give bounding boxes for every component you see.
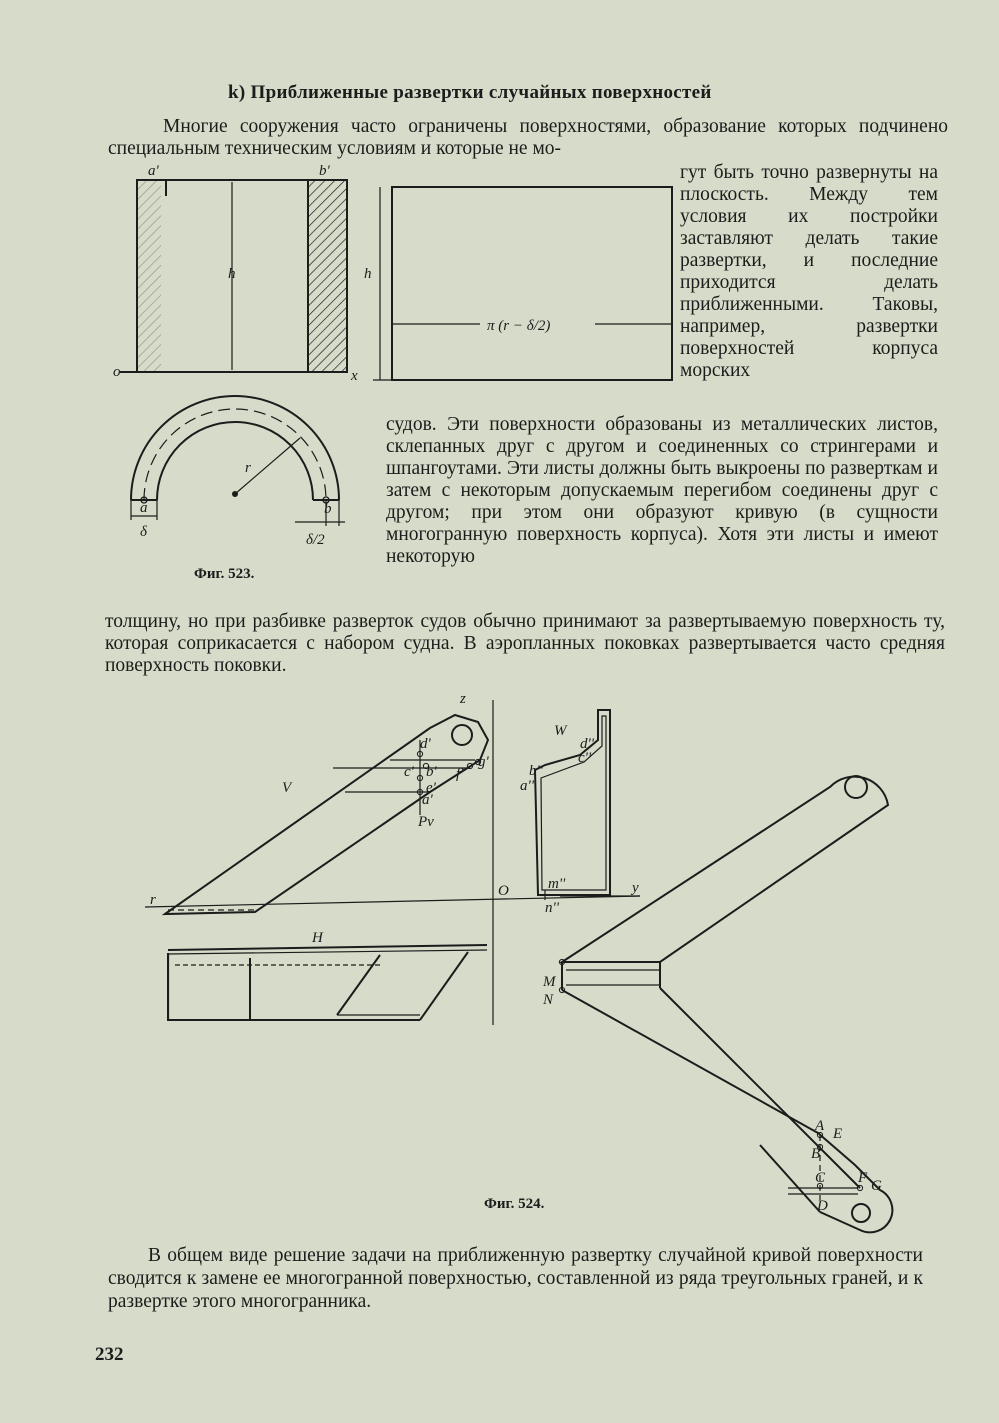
label-g1: g': [478, 754, 489, 770]
label-a: a: [140, 500, 148, 516]
label-F: F: [858, 1170, 868, 1186]
label-r-point: r: [150, 892, 156, 908]
fig523-development: [373, 187, 672, 380]
label-a2: a'': [520, 778, 534, 794]
label-c2: c'': [578, 750, 592, 766]
label-B: B: [811, 1146, 821, 1162]
fig523-half-ring: [131, 396, 345, 526]
label-M: M: [543, 974, 556, 990]
label-z: z: [460, 691, 466, 707]
label-h-plane: H: [312, 930, 323, 946]
label-y: y: [632, 880, 639, 896]
label-d1: d': [420, 736, 431, 752]
label-a-prime: a': [148, 163, 159, 179]
label-b-prime: b': [319, 163, 330, 179]
label-C: C: [815, 1170, 826, 1186]
label-c1: c': [404, 764, 414, 780]
label-G: G: [871, 1178, 882, 1194]
label-e1: e': [426, 780, 436, 796]
fig524-front-view: [145, 700, 640, 1025]
label-d2: d'': [580, 736, 594, 752]
label-formula: π (r − δ/2): [487, 318, 551, 334]
paragraph-bottom: толщину, но при разбивке разверток судов обычно принимают за развертываемую поверхность ту, которая соприкасается с набором судна. В аэропланных поковках развертывается часто средняя поверхность поковки.: [105, 611, 945, 676]
section-heading: k) Приближенные развертки случайных поверхностей: [228, 82, 712, 103]
label-N: N: [543, 992, 554, 1008]
label-b: b: [324, 501, 332, 517]
paragraph-middle: судов. Эти поверхности образованы из металлических листов, склепанных друг с другом и соединенных со стрингерами и шпангоутами. Эти листы должны быть выкроены по разверткам и затем с некоторым допускаемым перегибом соединены друг с другом; при этом они образуют кривую (в сущности многогранную поверхность корпуса). Хотя эти листы и имеют некоторую: [386, 414, 938, 567]
label-o-origin: O: [498, 883, 509, 899]
label-delta: δ: [140, 524, 147, 540]
paragraph-right-column: гут быть точно развернуты на плоскость. Между тем условия их постройки заставляют делать такие развертки, и последние приходится делать приближенными. Таковы, например, развертки поверхностей корпуса морских: [680, 162, 938, 381]
label-h-left: h: [228, 266, 236, 282]
label-b2: b'': [529, 763, 543, 779]
label-o: o: [113, 364, 121, 380]
label-E: E: [833, 1126, 843, 1142]
page-number: 232: [95, 1344, 124, 1365]
label-h-right: h: [364, 266, 372, 282]
label-A: A: [815, 1118, 825, 1134]
label-f1: f': [456, 766, 464, 782]
paragraph-final: В общем виде решение задачи на приближенную развертку случайной кривой поверхности сводится к замене ее многогранной поверхностью, составленной из ряда треугольных граней, и к развертке этого многогранника.: [108, 1245, 923, 1312]
label-D: D: [817, 1198, 828, 1214]
label-r: r: [245, 460, 251, 476]
label-b1: b': [426, 764, 437, 780]
fig524-top-view: [168, 945, 487, 1020]
figure-523-caption: Фиг. 523.: [194, 566, 255, 582]
figure-524-caption: Фиг. 524.: [484, 1196, 545, 1212]
label-x: x: [351, 368, 358, 384]
label-w: W: [554, 723, 567, 739]
label-m2: m'': [548, 876, 566, 892]
label-v: V: [282, 780, 292, 796]
label-n2: n'': [545, 900, 559, 916]
paragraph-intro: Многие сооружения часто ограничены поверхностями, образование которых подчинено специальным техническим условиям и которые не мо-: [108, 116, 948, 159]
label-delta-half: δ/2: [306, 532, 325, 548]
label-a1: a': [422, 792, 433, 808]
label-pv: Pv: [418, 814, 434, 830]
